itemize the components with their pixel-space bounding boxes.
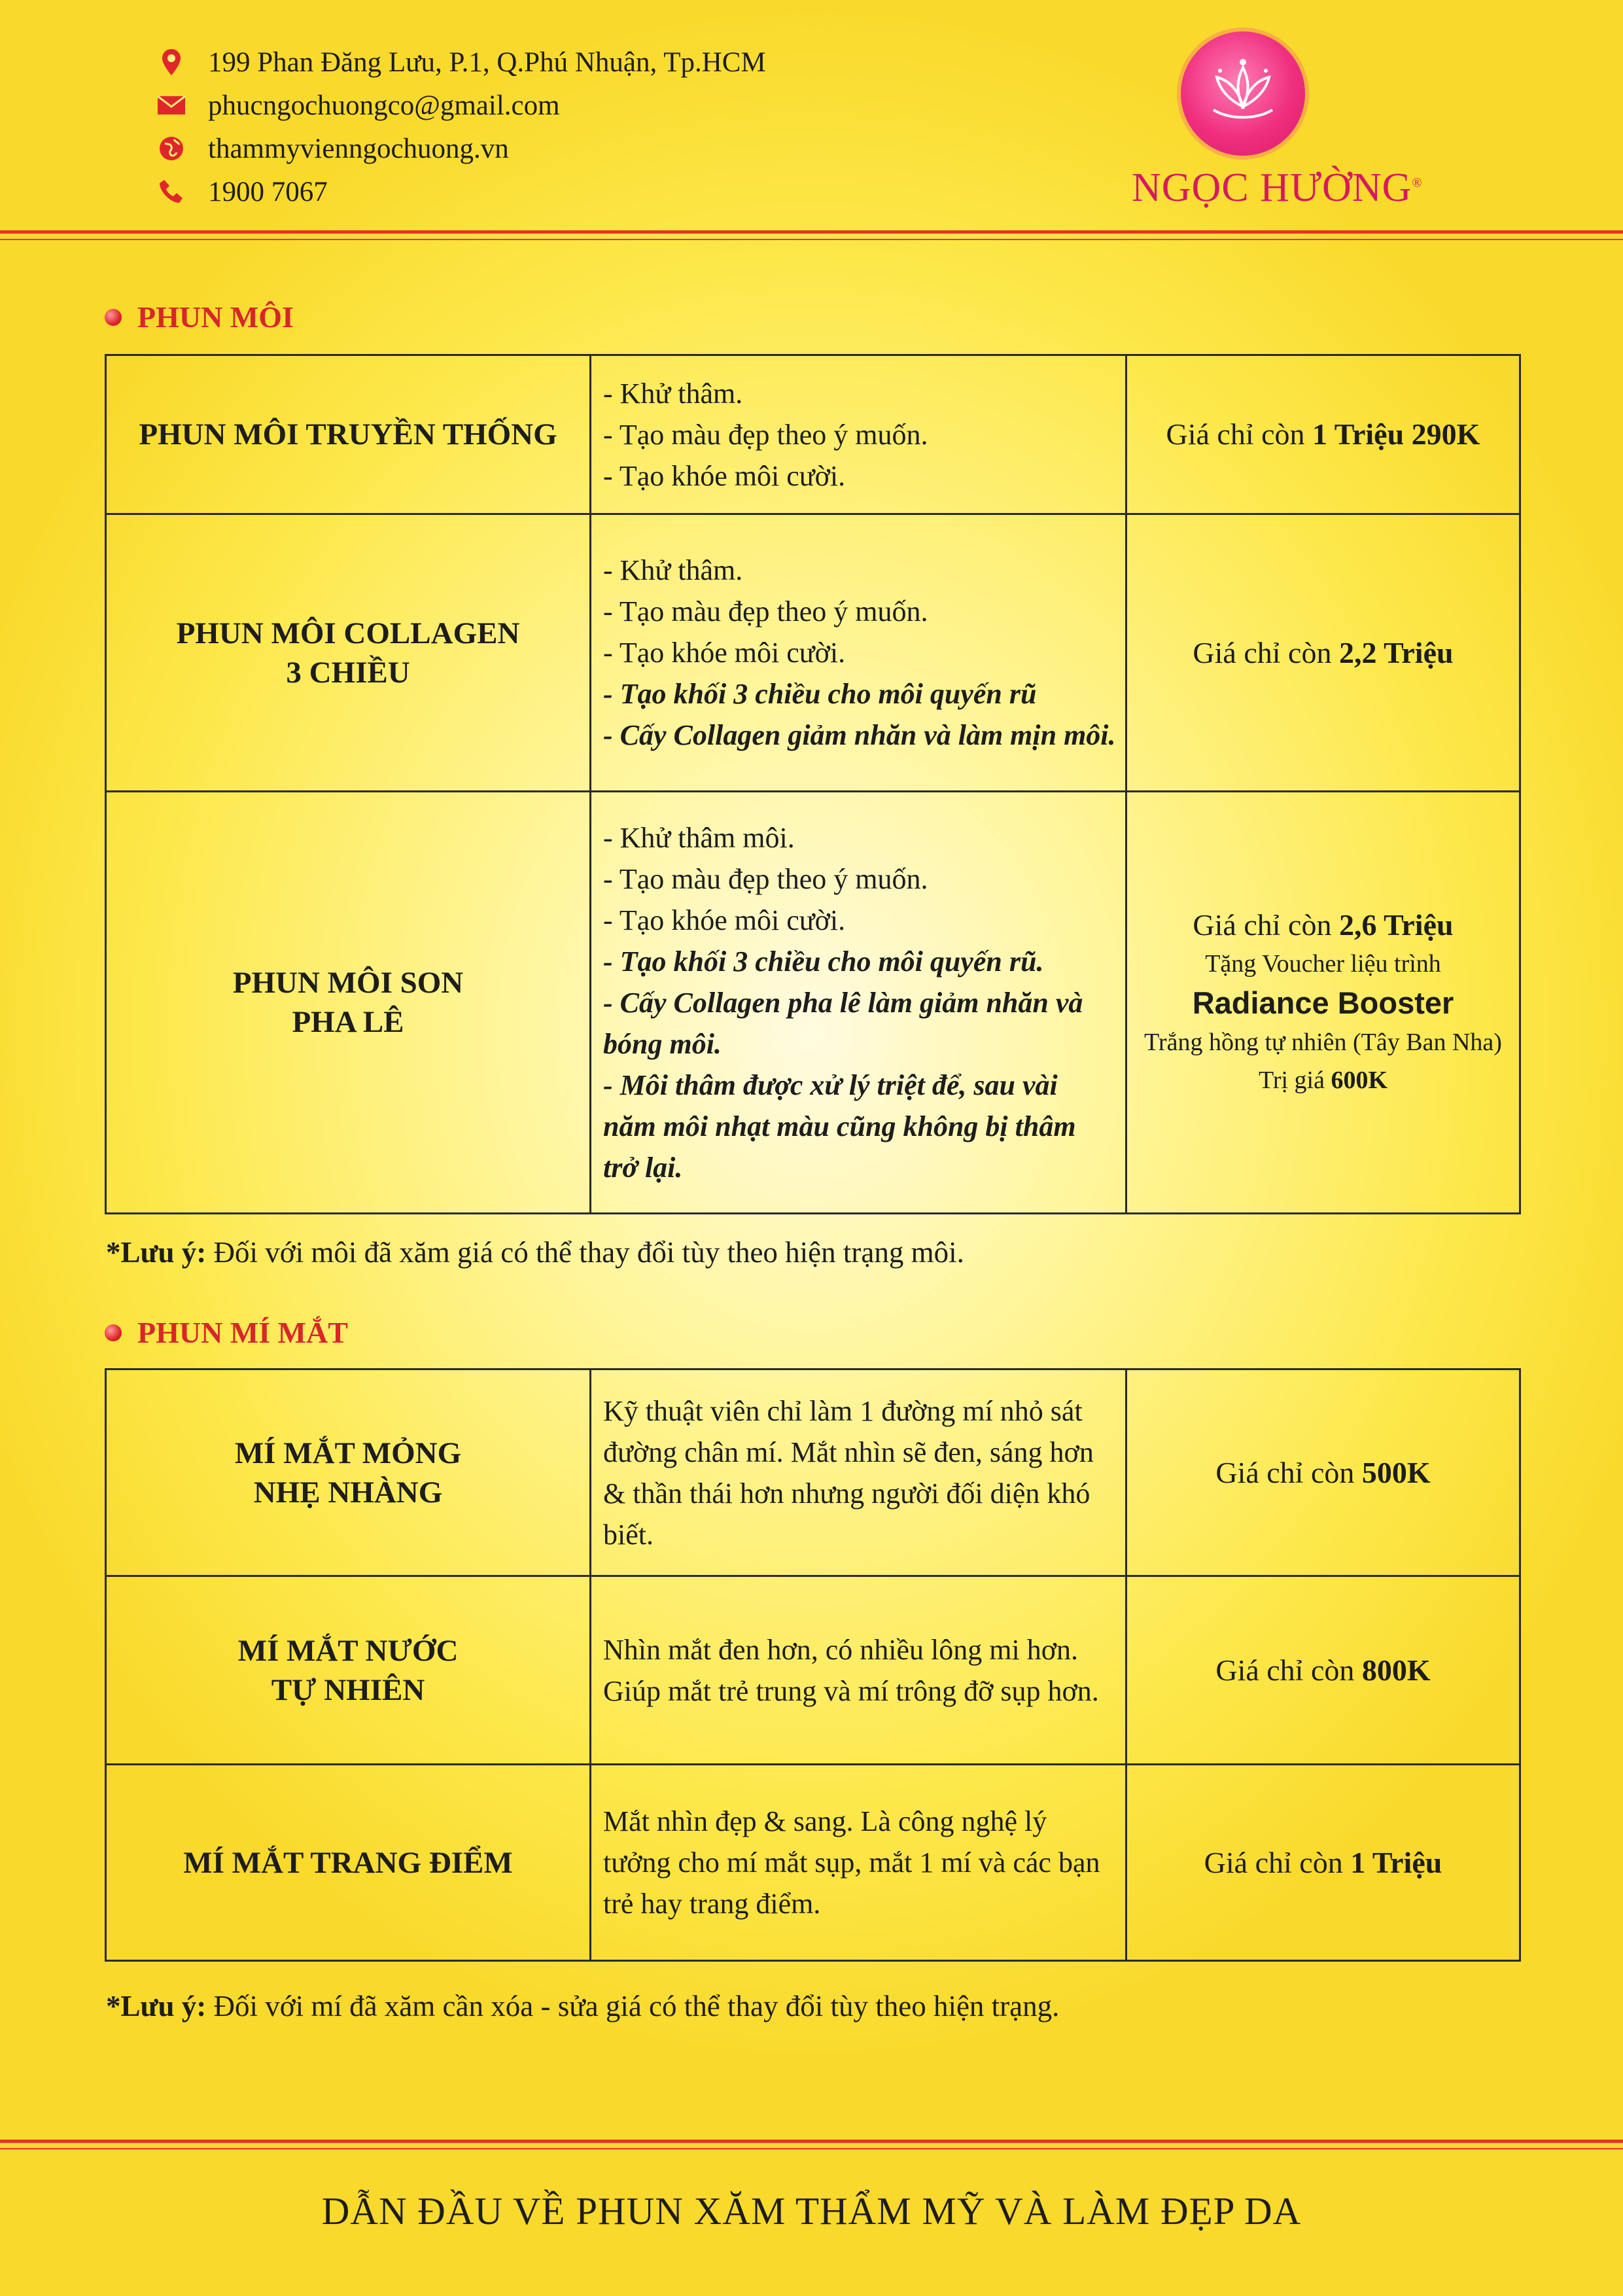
address-text: 199 Phan Đăng Lưu, P.1, Q.Phú Nhuận, Tp.HCM	[208, 46, 766, 78]
website-row	[157, 127, 766, 170]
table-row	[106, 355, 1520, 514]
table-row	[106, 1369, 1520, 1576]
contact-info	[157, 41, 766, 213]
website-link[interactable]: thammyvienngochuong.vn	[208, 133, 509, 164]
eyes-note: *Lưu ý: Đối với mí đã xăm cần xóa - sửa giá có thể thay đổi tùy theo hiện trạng.	[106, 1990, 1060, 2022]
service-price: Giá chỉ còn 2,2 Triệu	[1126, 514, 1520, 792]
service-name: MÍ MẮT MỎNG NHẸ NHÀNG	[106, 1369, 591, 1576]
service-description: Nhìn mắt đen hơn, có nhiều lông mi hơn. Giúp mắt trẻ trung và mí trông đỡ sụp hơn.	[591, 1576, 1126, 1765]
header-divider-bottom	[0, 239, 1623, 240]
envelope-icon	[157, 91, 186, 120]
service-price: Giá chỉ còn 800K	[1126, 1576, 1520, 1765]
service-price: Giá chỉ còn 500K	[1126, 1369, 1520, 1576]
table-row	[106, 1765, 1520, 1961]
gift-description: Trắng hồng tự nhiên (Tây Ban Nha)	[1144, 1029, 1502, 1056]
brand-name: NGỌC HƯỜNG®	[1132, 166, 1423, 210]
gift-value: Trị giá 600K	[1258, 1067, 1388, 1094]
phone-row	[157, 170, 766, 213]
location-pin-icon	[157, 48, 186, 77]
address-row	[157, 41, 766, 84]
table-row	[106, 792, 1520, 1214]
service-description: Mắt nhìn đẹp & sang. Là công nghệ lý tưởng cho mí mắt sụp, mắt 1 mí và các bạn trẻ hay trang điểm.	[591, 1765, 1126, 1961]
gift-line: Tặng Voucher liệu trình	[1205, 950, 1441, 978]
lotus-icon	[1181, 31, 1305, 156]
table-row	[106, 1576, 1520, 1765]
lips-price-table	[105, 354, 1521, 1214]
footer-divider-bottom	[0, 2148, 1623, 2149]
bullet-icon	[105, 1324, 122, 1341]
service-description: - Khử thâm. - Tạo màu đẹp theo ý muốn. - Tạo khóe môi cười. - Tạo khối 3 chiều cho môi quyến rũ - Cấy Collagen giảm nhăn và làm mịn môi.	[591, 514, 1126, 792]
bullet-icon	[105, 309, 122, 326]
globe-icon	[157, 134, 186, 163]
section-title-lips: PHUN MÔI	[105, 300, 294, 334]
service-name: PHUN MÔI SON PHA LÊ	[106, 792, 591, 1214]
header-divider-top	[0, 230, 1623, 234]
service-name: PHUN MÔI COLLAGEN 3 CHIỀU	[106, 514, 591, 792]
email-row	[157, 84, 766, 127]
phone-icon	[157, 177, 186, 206]
phone-number[interactable]: 1900 7067	[208, 176, 328, 207]
service-price: Giá chỉ còn 1 Triệu 290K	[1126, 355, 1520, 514]
service-name: MÍ MẮT TRANG ĐIỂM	[106, 1765, 591, 1961]
email-link[interactable]: phucngochuongco@gmail.com	[208, 90, 560, 121]
service-price: Giá chỉ còn 1 Triệu	[1126, 1765, 1520, 1961]
service-name: PHUN MÔI TRUYỀN THỐNG	[106, 355, 591, 514]
lips-note: *Lưu ý: Đối với môi đã xăm giá có thể thay đổi tùy theo hiện trạng môi.	[106, 1236, 964, 1269]
service-description: Kỹ thuật viên chỉ làm 1 đường mí nhỏ sát đường chân mí. Mắt nhìn sẽ đen, sáng hơn & thần thái hơn nhưng người đối diện khó biết.	[591, 1369, 1126, 1576]
table-row	[106, 514, 1520, 792]
gift-name: Radiance Booster	[1192, 985, 1454, 1020]
eyes-price-table	[105, 1368, 1521, 1962]
service-description: - Khử thâm môi. - Tạo màu đẹp theo ý muốn. - Tạo khóe môi cười. - Tạo khối 3 chiều cho môi quyến rũ. - Cấy Collagen pha lê làm giảm nhăn và bóng môi. - Môi thâm được xử lý triệt để, sau vài năm môi nhạt màu cũng không bị thâm trở lại.	[591, 792, 1126, 1214]
service-price: Giá chỉ còn 2,6 Triệu Tặng Voucher liệu trình Radiance Booster Trắng hồng tự nhiên (Tây Ban Nha) Trị giá 600K	[1126, 792, 1520, 1214]
brand-logo	[1132, 31, 1423, 211]
section-title-eyes: PHUN MÍ MẮT	[105, 1315, 348, 1350]
footer-divider-top	[0, 2140, 1623, 2143]
footer-slogan: DẪN ĐẦU VỀ PHUN XĂM THẨM MỸ VÀ LÀM ĐẸP DA	[321, 2189, 1302, 2233]
service-description: - Khử thâm. - Tạo màu đẹp theo ý muốn. - Tạo khóe môi cười.	[591, 355, 1126, 514]
service-name: MÍ MẮT NƯỚC TỰ NHIÊN	[106, 1576, 591, 1765]
